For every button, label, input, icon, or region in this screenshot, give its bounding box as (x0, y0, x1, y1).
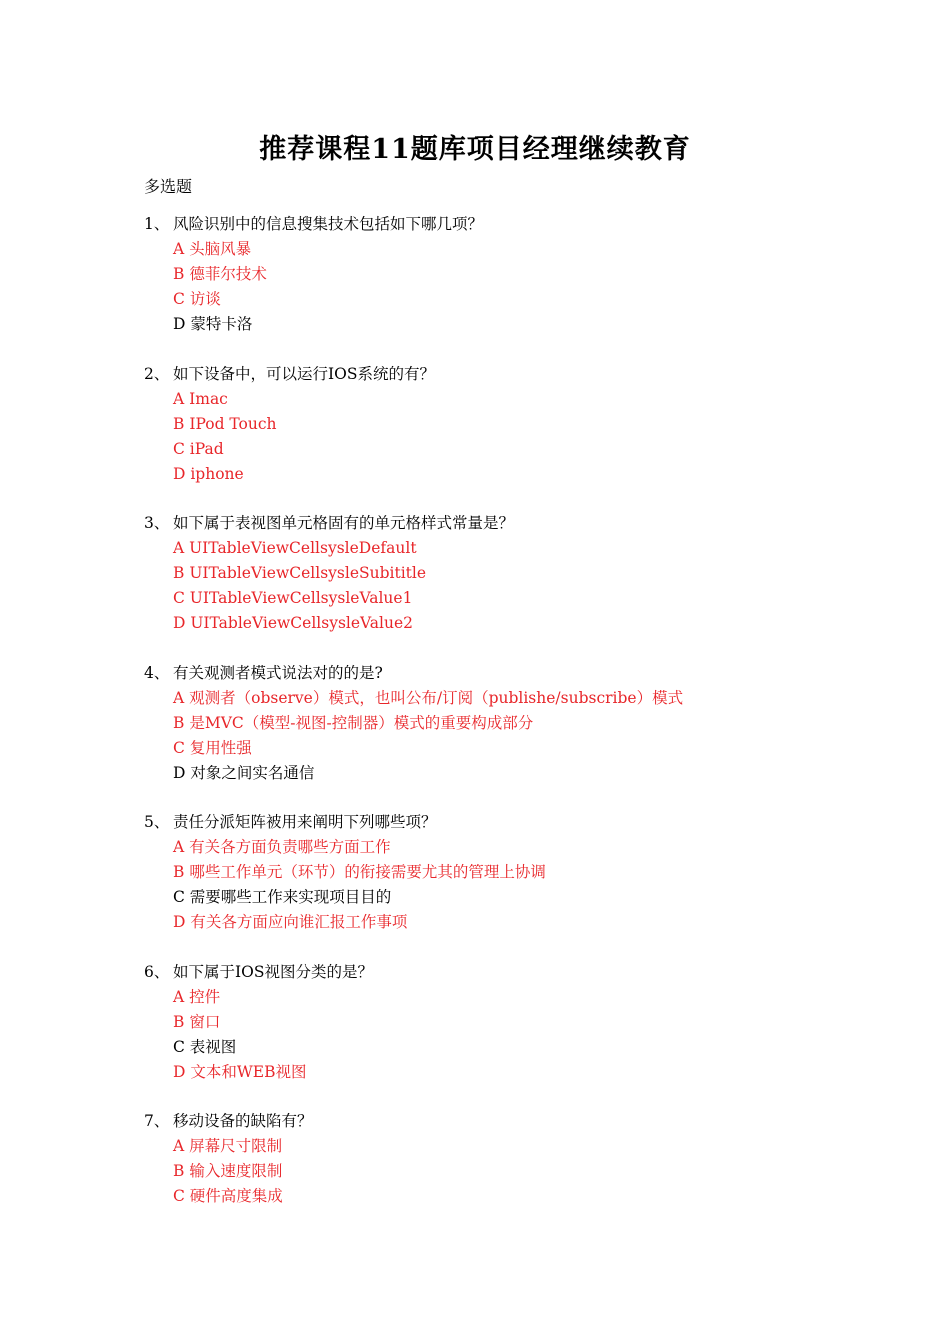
question-stem (144, 362, 844, 387)
answer-option-correct: B 是MVC（模型-视图-控制器）模式的重要构成部分 (173, 713, 534, 732)
answer-option: D 对象之间实名通信 (173, 763, 315, 782)
answer-option-correct: B 德菲尔技术 (173, 265, 267, 283)
answer-option-correct: A Imac (173, 389, 228, 408)
answer-option-correct: B 输入速度限制 (173, 1162, 283, 1180)
question-item (144, 661, 844, 811)
question-item (144, 362, 844, 512)
question-number: 6、 (144, 962, 170, 981)
question-text: 移动设备的缺陷有？ (173, 1112, 313, 1130)
answer-option-correct: B UITableViewCellsysleSubititle (173, 564, 427, 582)
question-item (144, 960, 844, 1110)
question-number: 3、 (144, 514, 170, 532)
answer-option-correct: C UITableViewCellsysleValue1 (173, 589, 413, 607)
answer-option-correct: A 观测者（observe）模式，也叫公布/订阅（publishe/subscribe）模式 (173, 688, 684, 707)
answer-option-correct: B 窗口 (173, 1012, 221, 1031)
answer-option-correct: D iphone (173, 464, 244, 483)
question-number: 2、 (144, 364, 170, 383)
question-number: 7、 (144, 1112, 170, 1130)
answer-option-correct: D 有关各方面应向谁汇报工作事项 (173, 913, 408, 931)
question-stem (144, 960, 844, 985)
question-stem (144, 661, 844, 686)
answer-option-correct: B IPod Touch (173, 414, 277, 433)
question-item (144, 511, 844, 661)
answer-option-correct: A 头脑风暴 (173, 240, 252, 258)
question-number: 5、 (144, 813, 170, 831)
question-item (144, 212, 844, 362)
page-title: 推荐课程11题库项目经理继续教育 (259, 134, 691, 165)
section-label: 多选题 (144, 177, 193, 196)
question-item (144, 1109, 844, 1259)
answer-option-correct: D UITableViewCellsysleValue2 (173, 614, 414, 632)
answer-option: C 需要哪些工作来实现项目目的 (173, 888, 392, 906)
answer-option-correct: C 复用性强 (173, 738, 252, 757)
answer-option-correct: A 屏幕尺寸限制 (173, 1137, 283, 1155)
question-number: 4、 (144, 663, 170, 682)
question-list (144, 212, 844, 1259)
question-stem (144, 212, 844, 237)
question-stem (144, 810, 844, 835)
answer-option: D 蒙特卡洛 (173, 315, 253, 333)
answer-option-correct: A UITableViewCellsysleDefault (173, 539, 417, 557)
answer-option-correct: C iPad (173, 439, 224, 458)
question-text: 如下设备中，可以运行IOS系统的有？ (173, 364, 435, 383)
question-number: 1、 (144, 215, 170, 233)
question-text: 如下属于表视图单元格固有的单元格样式常量是？ (173, 514, 515, 532)
question-text: 有关观测者模式说法对的的是? (173, 663, 383, 682)
answer-option-correct: C 访谈 (173, 290, 221, 308)
question-text: 责任分派矩阵被用来阐明下列哪些项？ (173, 813, 437, 831)
question-stem (144, 511, 844, 536)
answer-option: C 表视图 (173, 1037, 237, 1056)
answer-option-correct: D 文本和WEB视图 (173, 1062, 307, 1081)
answer-option-correct: A 控件 (173, 987, 221, 1006)
answer-option-correct: B 哪些工作单元（环节）的衔接需要尤其的管理上协调 (173, 863, 546, 881)
question-text: 风险识别中的信息搜集技术包括如下哪几项？ (173, 215, 484, 233)
question-stem (144, 1109, 844, 1134)
answer-option-correct: A 有关各方面负责哪些方面工作 (173, 838, 391, 856)
question-text: 如下属于IOS视图分类的是？ (173, 962, 373, 981)
question-item (144, 810, 844, 960)
answer-option-correct: C 硬件高度集成 (173, 1187, 283, 1205)
